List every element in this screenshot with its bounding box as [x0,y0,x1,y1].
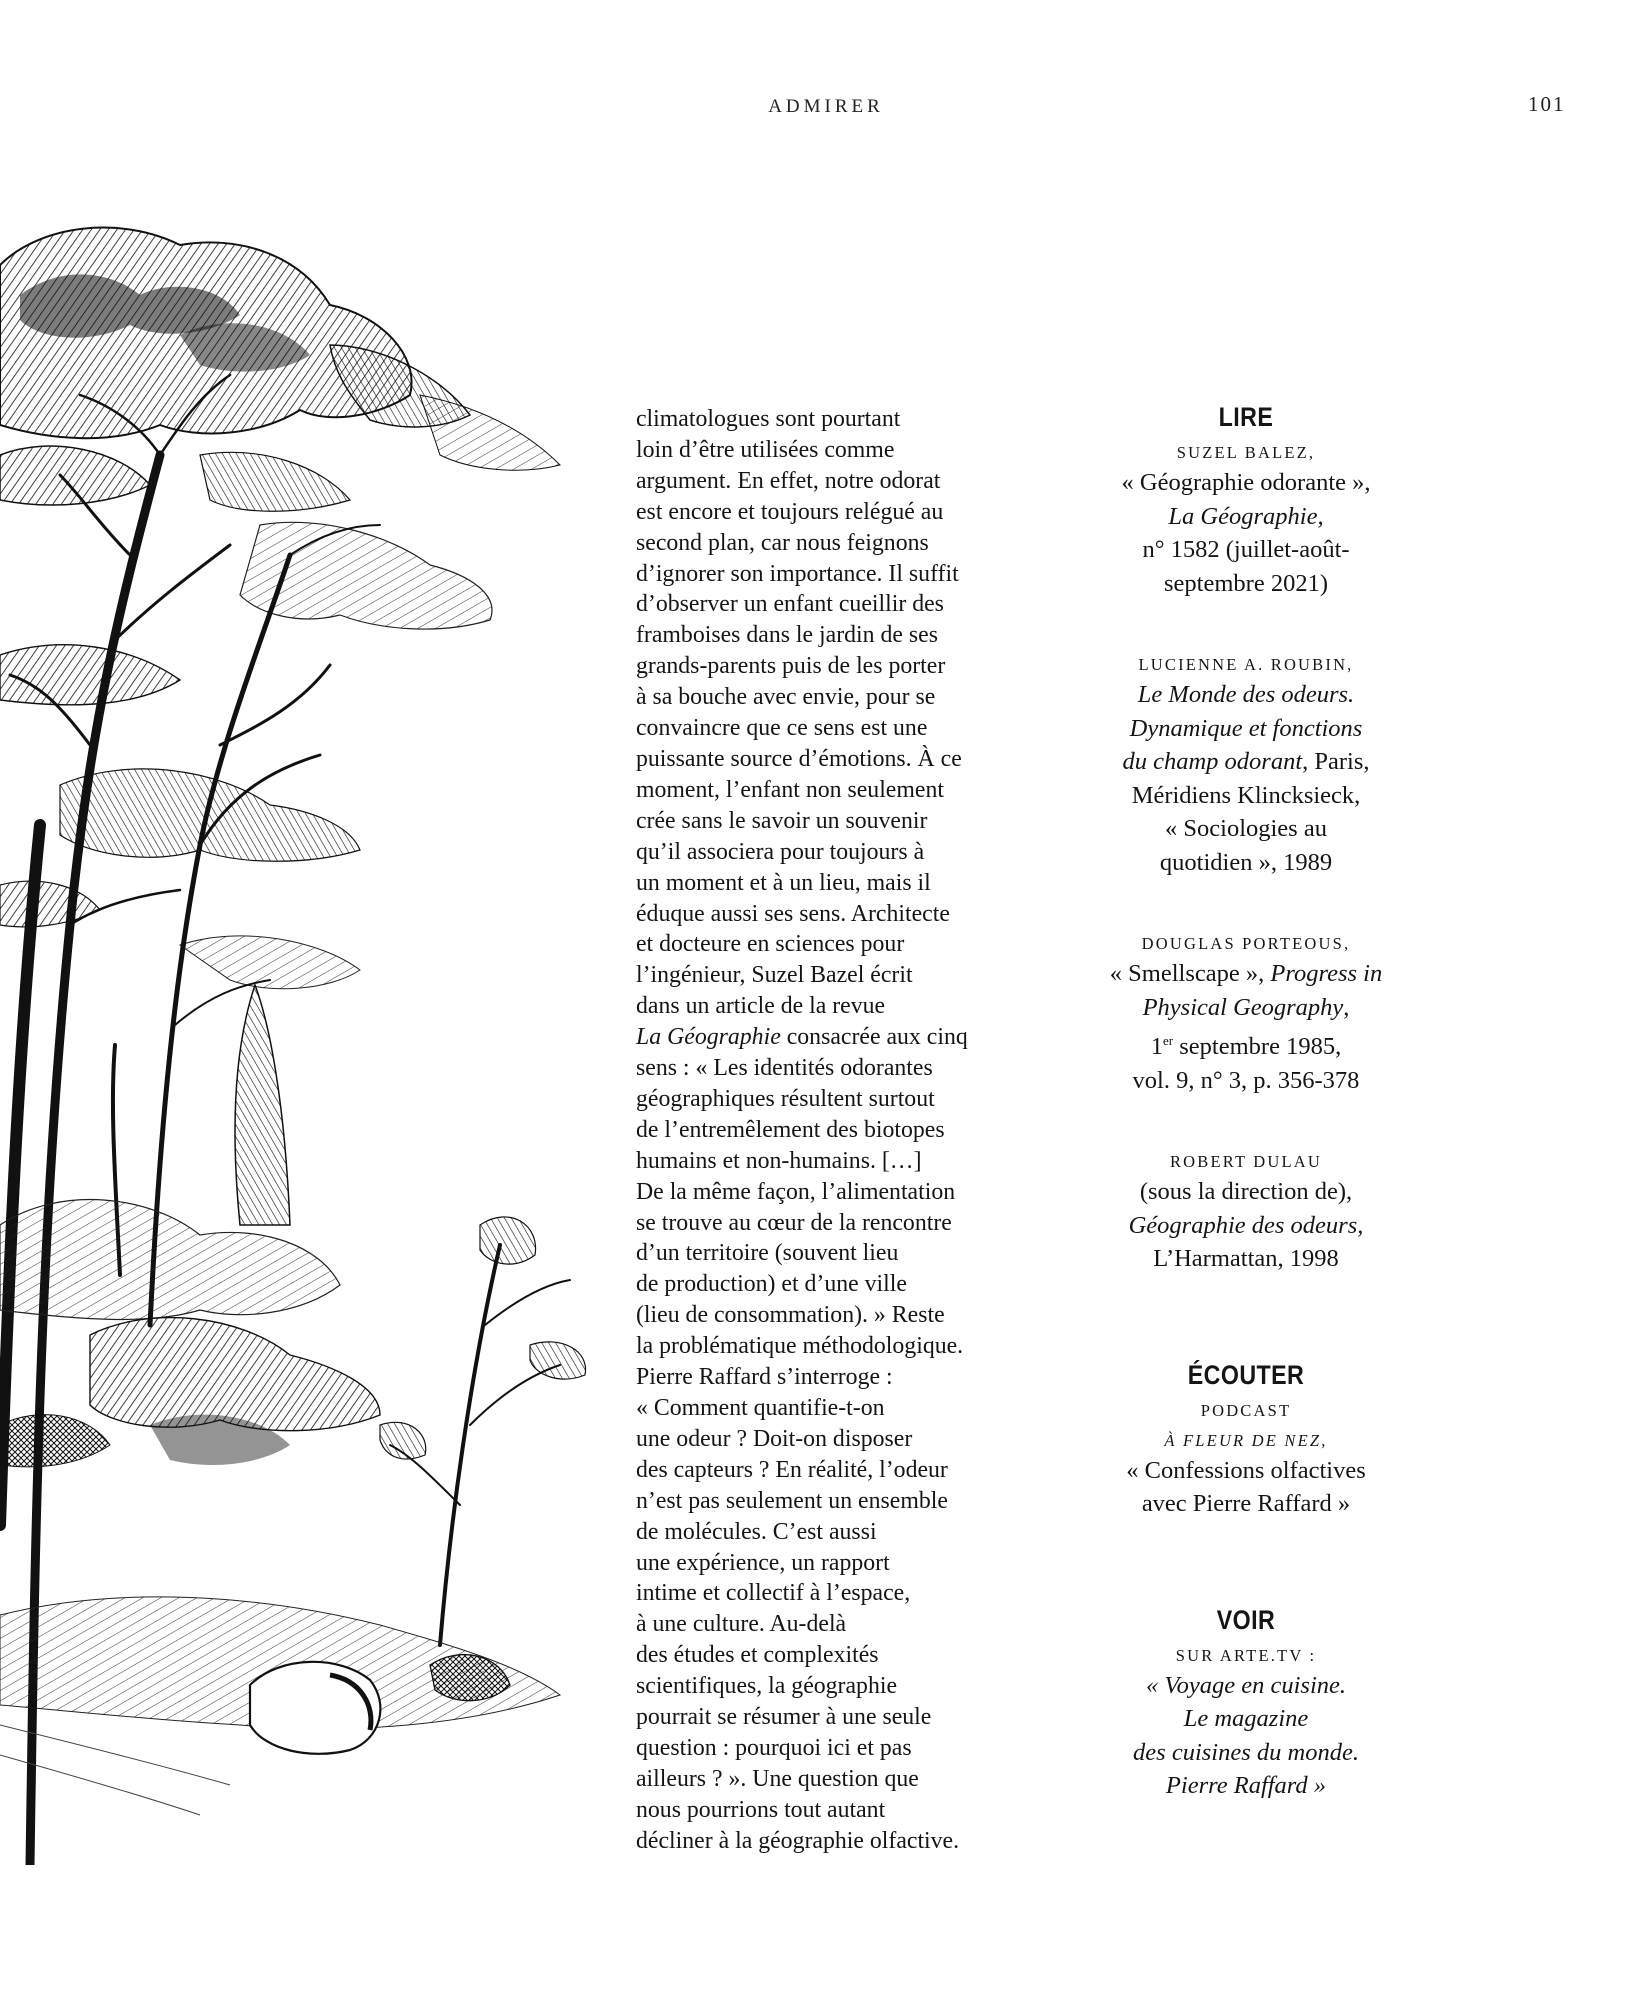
body-line: un moment et à un lieu, mais il [636,869,931,896]
body-line: géographiques résultent surtout [636,1085,935,1112]
body-line: loin d’être utilisées comme [636,436,895,463]
lire-heading: LIRE [1218,402,1274,432]
cypress-tree [235,985,290,1225]
voir-line: « Voyage en cuisine. [1145,1671,1347,1699]
body-line: l’ingénieur, Suzel Bazel écrit [636,962,913,989]
reference-fragment: Physical Geography [1142,993,1344,1021]
reference-line [1058,957,1434,991]
reference-roubin [1058,652,1434,879]
podcast-line: avec Pierre Raffard » [1141,1490,1351,1518]
reference-dulau [1058,1149,1434,1276]
reference-fragment: septembre 1985, [1173,1033,1342,1061]
reference-author: LUCIENNE A. ROUBIN, [1138,655,1354,674]
body-line: d’ignorer son importance. Il suffit [636,560,959,587]
body-line: crée sans le savoir un souvenir [636,807,928,834]
body-line: et docteure en sciences pour [636,931,905,958]
body-line: d’observer un enfant cueillir des [636,591,944,618]
reference-fragment: Progress in [1270,960,1383,987]
reference-line [1058,1024,1434,1064]
reference-line: vol. 9, n° 3, p. 356-378 [1132,1066,1360,1094]
body-line: intime et collectif à l’espace, [636,1580,911,1607]
podcast-label: PODCAST [1200,1400,1292,1420]
reference-line: n° 1582 (juillet-août- [1142,536,1350,563]
body-line: de molécules. C’est aussi [636,1518,877,1545]
body-fragment: consacrée aux cinq [780,1024,968,1051]
body-line: la problématique méthodologique. [636,1333,964,1360]
reference-line: La Géographie, [1168,502,1324,530]
body-line: grands-parents puis de les porter [636,653,946,680]
reference-line [1058,745,1434,779]
body-line: n’est pas seulement un ensemble [636,1487,948,1514]
reference-fragment: 1 [1150,1033,1164,1061]
body-line: ailleurs ? ». Une question que [636,1765,919,1792]
body-line: éduque aussi ses sens. Architecte [636,900,950,927]
reference-line: « Géographie odorante », [1121,469,1371,496]
body-line: de production) et d’une ville [636,1271,907,1298]
reference-fragment: , [1343,993,1350,1021]
body-line: moment, l’enfant non seulement [636,776,944,803]
body-line: à une culture. Au-delà [636,1611,847,1638]
body-line: d’un territoire (souvent lieu [636,1240,899,1267]
body-line: nous pourrions tout autant [636,1796,886,1823]
reference-fragment: « Smellscape », [1109,960,1271,987]
ecouter-heading: ÉCOUTER [1187,1359,1305,1390]
voir-line: Le magazine [1183,1705,1309,1733]
reference-author: DOUGLAS PORTEOUS, [1141,934,1351,953]
reference-line: L’Harmattan, 1998 [1153,1245,1339,1273]
body-line: scientifiques, la géographie [636,1673,898,1700]
body-line: se trouve au cœur de la rencontre [636,1209,952,1236]
references-sidebar [1058,400,1434,1803]
rock [250,1662,380,1754]
reference-line: Méridiens Klincksieck, [1131,781,1361,809]
tree-landscape-illustration [0,225,610,1865]
body-line: des capteurs ? En réalité, l’odeur [636,1456,948,1483]
body-line: (lieu de consommation). » Reste [636,1302,945,1329]
body-line: climatologues sont pourtant [636,406,901,432]
body-line: convaincre que ce sens est une [636,715,928,742]
reference-line: Le Monde des odeurs. [1137,681,1355,708]
reference-fragment: , Paris, [1302,748,1370,775]
journal-title: La Géographie [636,1024,781,1051]
article-body [636,404,1036,1857]
reference-line: septembre 2021) [1164,569,1328,597]
canopy-top [0,228,560,512]
reference-author: SUZEL BALEZ, [1176,443,1316,462]
body-line: puissante source d’émotions. À ce [636,745,962,772]
body-line [636,1022,1036,1053]
body-line: une odeur ? Doit-on disposer [636,1425,913,1452]
body-line: sens : « Les identités odorantes [636,1055,933,1082]
voir-source: SUR ARTE.TV : [1175,1645,1317,1665]
body-line: second plan, car nous feignons [636,529,929,556]
podcast-line: « Confessions olfactives [1126,1456,1366,1484]
reference-author: ROBERT DULAU [1169,1152,1323,1172]
body-line: est encore et toujours relégué au [636,498,944,525]
reference-porteous [1058,931,1434,1097]
shrubs [0,1200,380,1467]
reference-line: Géographie des odeurs, [1128,1211,1364,1239]
podcast-title: À FLEUR DE NEZ, [1164,1430,1328,1450]
body-line: pourrait se résumer à une seule [636,1704,932,1731]
body-line: des études et complexités [636,1642,879,1669]
voir-heading: VOIR [1216,1604,1276,1635]
voir-line: des cuisines du monde. [1133,1738,1359,1766]
voir-line: Pierre Raffard » [1165,1772,1327,1800]
body-line: De la même façon, l’alimentation [636,1178,956,1205]
body-line: « Comment quantifie-t-on [636,1395,885,1421]
reference-line: Dynamique et fonctions [1129,714,1363,742]
body-line: dans un article de la revue [636,993,886,1020]
body-line: de l’entremêlement des biotopes [636,1116,945,1143]
reference-line: « Sociologies au [1165,815,1327,842]
reference-fragment: er [1163,1033,1174,1048]
reference-line: (sous la direction de), [1139,1178,1353,1206]
reference-line: quotidien », 1989 [1159,848,1333,876]
body-line: question : pourquoi ici et pas [636,1734,912,1761]
body-line: humains et non-humains. […] [636,1147,922,1174]
page-number: 101 [1528,92,1566,116]
body-line: argument. En effet, notre odorat [636,467,941,494]
body-line: framboises dans le jardin de ses [636,622,939,649]
reference-fragment: du champ odorant [1122,748,1303,775]
body-line: qu’il associera pour toujours à [636,838,925,865]
body-line: à sa bouche avec envie, pour se [636,684,936,711]
reference-line [1058,991,1434,1025]
body-line: Pierre Raffard s’interroge : [636,1364,893,1391]
body-line: une expérience, un rapport [636,1549,890,1576]
body-line: décliner à la géographie olfactive. [636,1827,960,1854]
reference-balez [1058,440,1434,600]
running-head: ADMIRER [768,96,884,117]
